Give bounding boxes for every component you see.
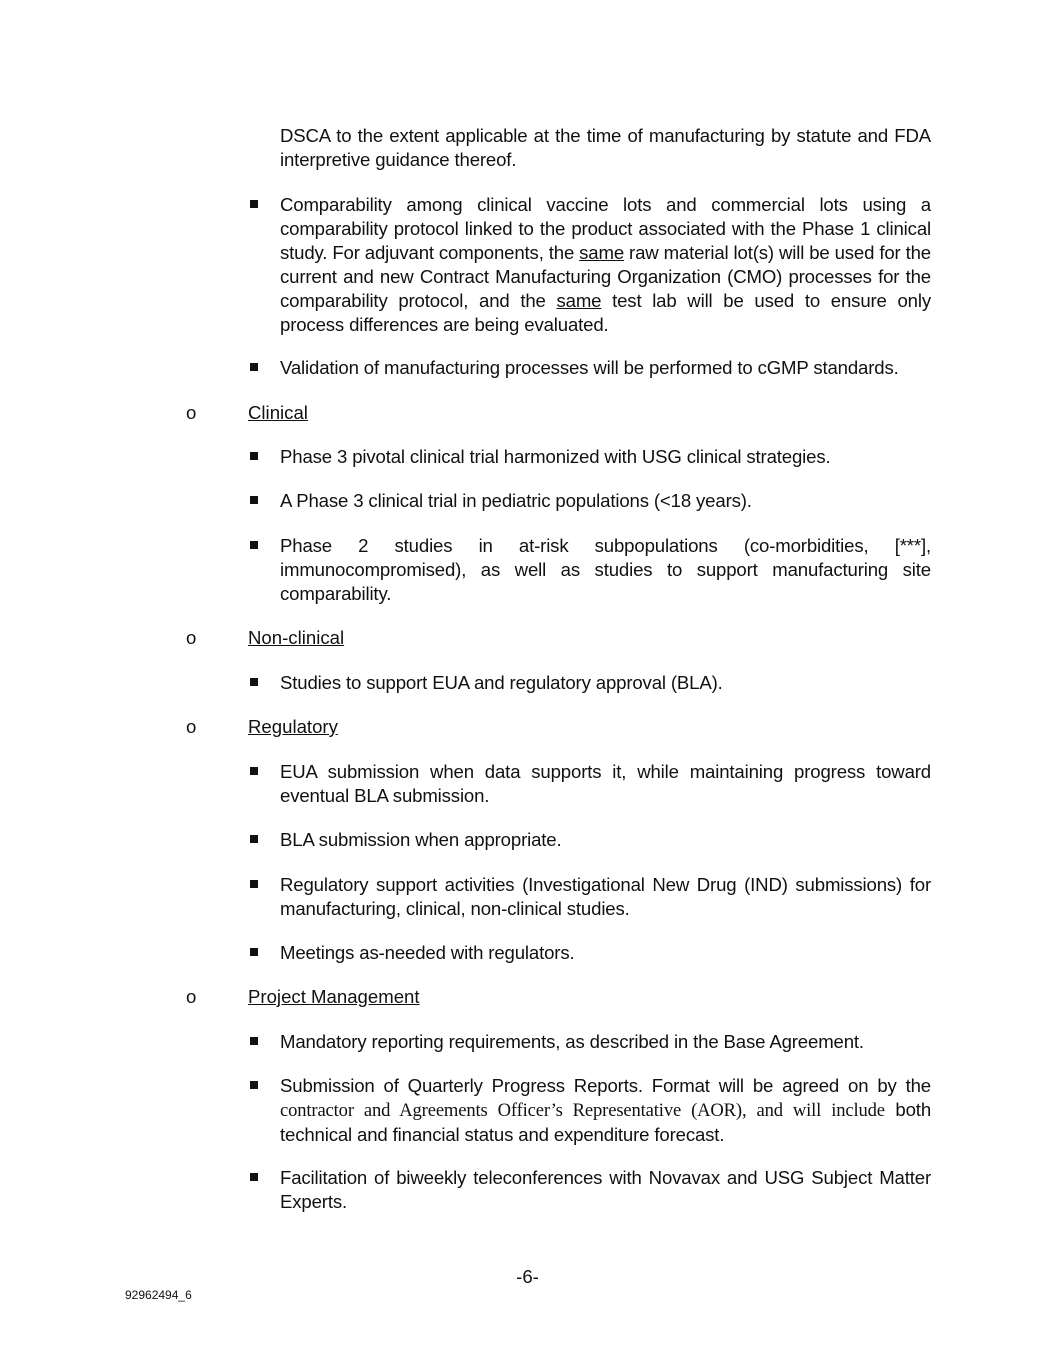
quarterly-text-a: Submission of Quarterly Progress Reports. Format will be agreed on by the [280,1075,931,1096]
quarterly-text-c: both technical and financial status and expenditure forecast. [280,1099,932,1145]
underlined-same-1: same [579,242,625,263]
nonclinical-item-1: Studies to support EUA and regulatory approval (BLA). [280,672,723,693]
bullet-icon [250,496,258,504]
regulatory-item-1: EUA submission when data supports it, while maintaining progress toward eventual BLA submission. [280,761,931,806]
comparability-text-a: Comparability among clinical vaccine lots and commercial lots using a comparability protocol linked to the product associated with the Phase 1 clinical study. For adjuvant components, the [280,194,931,263]
section-marker-nonclinical: o [186,627,197,648]
bullet-icon [250,200,258,208]
pm-item-1: Mandatory reporting requirements, as described in the Base Agreement. [280,1031,864,1052]
bullet-icon [250,541,258,549]
bullet-icon [250,835,258,843]
heading-project-management: Project Management [248,986,420,1007]
bullet-icon [250,452,258,460]
clinical-item-1: Phase 3 pivotal clinical trial harmonized with USG clinical strategies. [280,446,831,467]
bullet-icon [250,880,258,888]
regulatory-item-2: BLA submission when appropriate. [280,829,562,850]
section-marker-regulatory: o [186,716,197,737]
bullet-icon [250,948,258,956]
section-marker-clinical: o [186,402,197,423]
pm-quarterly-reports [280,1074,931,1147]
quarterly-text-b: contractor and Agreements Officer’s Representative (AOR), and will include [280,1100,885,1121]
bullet-icon [250,1081,258,1089]
clinical-item-2: A Phase 3 clinical trial in pediatric populations (<18 years). [280,490,752,511]
bullet-icon [250,678,258,686]
heading-regulatory: Regulatory [248,716,338,737]
heading-clinical: Clinical [248,402,308,423]
comparability-text-c: test lab will be used to ensure only process differences are being evaluated. [280,290,931,335]
page-number: -6- [516,1266,539,1287]
regulatory-item-3: Regulatory support activities (Investigational New Drug (IND) submissions) for manufacturing, clinical, non-clinical studies. [280,874,931,919]
bullet-icon [250,767,258,775]
heading-nonclinical: Non-clinical [248,627,345,648]
clinical-item-3: Phase 2 studies in at-risk subpopulations (co-morbidities, [***], immunocompromised), as well as studies to support manufacturing site comparability. [280,535,931,604]
bullet-icon [250,1173,258,1181]
underlined-same-2: same [556,290,602,311]
comparability-text-b: raw material lot(s) will be used for the current and new Contract Manufacturing Organization (CMO) processes for the comparability protocol, and the [280,242,931,311]
intro-continuation: DSCA to the extent applicable at the time of manufacturing by statute and FDA interpretive guidance thereof. [280,125,931,170]
bullet-icon [250,1037,258,1045]
validation-paragraph: Validation of manufacturing processes will be performed to cGMP standards. [280,357,899,378]
document-id: 92962494_6 [125,1288,192,1302]
section-marker-project-management: o [186,986,197,1007]
pm-teleconference: Facilitation of biweekly teleconferences with Novavax and USG Subject Matter Experts. [280,1167,931,1212]
comparability-paragraph [280,193,931,337]
bullet-icon [250,363,258,371]
regulatory-item-4: Meetings as-needed with regulators. [280,942,575,963]
